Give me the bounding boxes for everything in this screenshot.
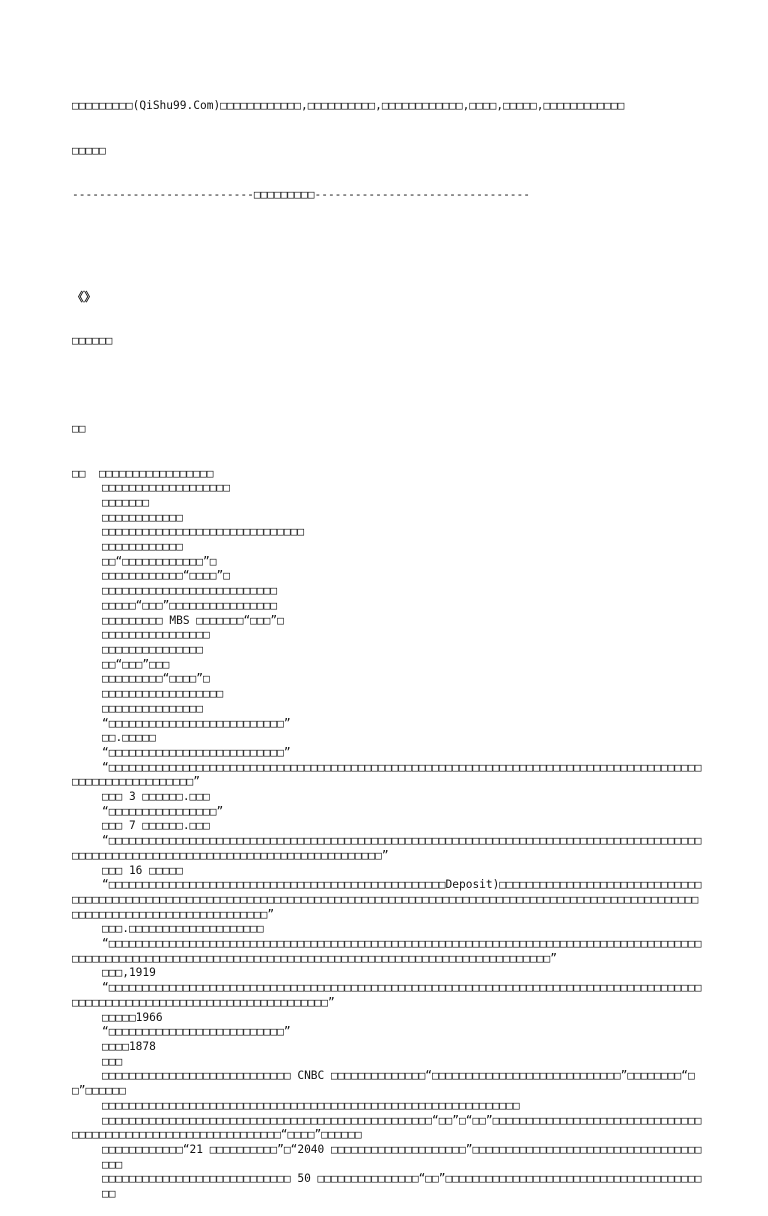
paragraph-line: □□□□□□□□□□□□□□□□□□□□□□□□□□□□ 50 □□□□□□□□□□□□□□□“□□”□□□□□□□□□□□□□□□□□□□□□□□□□□□□□□□□□□□□□□□□	[102, 1172, 702, 1201]
paragraph-line: “□□□□□□□□□□□□□□□□□□□□□□□□□□”	[102, 1025, 291, 1039]
paragraph-line: □□□□□□□	[102, 495, 150, 509]
book-subtitle: □□□□□□	[72, 334, 113, 348]
paragraph-line: □□□ 16 □□□□□	[102, 863, 183, 877]
body-text	[72, 467, 702, 1202]
paragraph-line: □□□□□□□□□□□□“21 □□□□□□□□□□”□“2040 □□□□□□□□□□□□□□□□□□□□”□□□□□□□□□□□□□□□□□□□□□□□□□□□□□□□□□□□□□	[102, 1142, 702, 1171]
paragraph-line: “□□□□□□□□□□□□□□□□□□□□□□□□□□”	[102, 745, 291, 759]
header-intro-line: □□□□□□□□□(QiShu99.Com)□□□□□□□□□□□□,□□□□□□□□□□,□□□□□□□□□□□□,□□□□,□□□□□,□□□□□□□□□□□□	[72, 99, 625, 113]
paragraph-line: □□□□□□□□□□□□	[102, 510, 183, 524]
paragraph-line: □□.□□□□□	[102, 731, 156, 745]
paragraph-line: “□□□□□□□□□□□□□□□□□□□□□□□□□□□□□□□□□□□□□□□□□□□□□□□□□□□□□□□□□□□□□□□□□□□□□□□□□□□□□□□□□□□□□□□□□□□□□□□□□□□□□□□□□□□□□□□□□□□□□□□□□□□□□□□□□□□□□□”	[72, 834, 702, 862]
paragraph-line: □□□□□□□□□□□□“□□□□”□	[102, 569, 230, 583]
paragraph-line: □□ □□□□□□□□□□□□□□□□□	[72, 466, 214, 480]
paragraph-line: □□□□□□□□□□□□□□□□□□□□□□□□□□□□□□	[102, 525, 305, 539]
paragraph-line: “□□□□□□□□□□□□□□□□□□□□□□□□□□”	[102, 716, 291, 730]
paragraph-line: □□□ 7 □□□□□□.□□□	[102, 819, 210, 833]
paragraph-line: □□□□□1966	[102, 1010, 163, 1024]
paragraph-line: □□□□□□□□□□□□□□□□□□	[102, 687, 224, 701]
paragraph-line: □□□□□□□□□□□□□□□	[102, 701, 204, 715]
paragraph-line: □□□□□□□□□□□□□□□□□□□□□□□□□□□□□□□□□□□□□□□□□□□□□□□□□□□□□□□□□□□□□□	[102, 1098, 520, 1112]
paragraph-line: “□□□□□□□□□□□□□□□□□□□□□□□□□□□□□□□□□□□□□□□□□□□□□□□□□□□□□□□□□□□□□□□□□□□□□□□□□□□□□□□□□□□□□□□□□□□□□□□□□□□□□□□□□□”	[72, 760, 702, 789]
paragraph-line: □□“□□□□□□□□□□□□”□	[102, 554, 217, 568]
paragraph-line: “□□□□□□□□□□□□□□□□”	[102, 804, 224, 818]
spacer	[72, 232, 702, 261]
paragraph-line: □□□ 3 □□□□□□.□□□	[102, 790, 210, 804]
paragraph-line: □□□□□□□□□□□□□□□□□□□□□□□□□□□□□□□□□□□□□□□□□□□□□□□□□“□□”□“□□”□□□□□□□□□□□□□□□□□□□□□□□□□□□□□□□□□□□□□□□□□□□□□□□□□□□□□□□□□□□□□□“□□□□”□□□□□□	[72, 1113, 702, 1142]
document-body	[72, 70, 702, 1216]
paragraph-line: “□□□□□□□□□□□□□□□□□□□□□□□□□□□□□□□□□□□□□□□□□□□□□□□□□□□□□□□□□□□□□□□□□□□□□□□□□□□□□□□□□□□□□□□□□□□□□□□□□□□□□□□□□□□□□□□□□□□□□□□□□□□□□□□□□□□□□□□□□□□□□□□□□□□□□□□□□□□□□□□”	[72, 937, 702, 965]
paragraph-line: □□□□□“□□□”□□□□□□□□□□□□□□□□	[102, 598, 278, 612]
paragraph-line: □□□□□□□□□□□□□□□□□□□□□□□□□□	[102, 584, 278, 598]
paragraph-line: □□□□□□□□□□□□	[102, 540, 183, 554]
paragraph-line: □□□□1878	[102, 1039, 156, 1053]
header-divider: ---------------------------□□□□□□□□□--------------------------------	[72, 187, 531, 201]
spacer	[72, 378, 702, 393]
book-title-mark: 《》	[72, 290, 97, 305]
paragraph-line: □□“□□□”□□□	[102, 657, 170, 671]
paragraph-line: □□□□□□□□□□□□□□□	[102, 643, 204, 656]
header-intro-line-continued: □□□□□	[72, 143, 106, 157]
paragraph-line: “□□□□□□□□□□□□□□□□□□□□□□□□□□□□□□□□□□□□□□□□□□□□□□□□□□□□□□□□□□□□□□□□□□□□□□□□□□□□□□□□□□□□□□□□□□□□□□□□□□□□□□□□□□□□□□□□□□□□□□□□□□□□□□”	[72, 981, 702, 1009]
paragraph-line: □□□□□□□□□□□□□□□□	[102, 628, 210, 642]
paragraph-line: □□□□□□□□□“□□□□”□	[102, 672, 210, 686]
paragraph-line: □□□.□□□□□□□□□□□□□□□□□□□□	[102, 922, 264, 936]
paragraph-line: □□□,1919	[102, 966, 156, 980]
section-label: □□	[72, 422, 86, 436]
paragraph-line: □□□□□□□□□□□□□□□□□□□□□□□□□□□□ CNBC □□□□□□□□□□□□□□“□□□□□□□□□□□□□□□□□□□□□□□□□□□□”□□□□□□□□“□□”□□□□□□	[72, 1069, 695, 1098]
paragraph-line: “□□□□□□□□□□□□□□□□□□□□□□□□□□□□□□□□□□□□□□□□□□□□□□□□□□Deposit)□□□□□□□□□□□□□□□□□□□□□□□□□□□□□□□□□□□□□□□□□□□□□□□□□□□□□□□□□□□□□□□□□□□□□□□□□□□□□□□□□□□□□□□□□□□□□□□□□□□□□□□□□□□□□□□□□□□□□□□□□□□□□□□□□□□□□□□□□□□□□□□□□□□□□□□□”	[72, 878, 702, 921]
paragraph-line: □□□□□□□□□□□□□□□□□□□	[102, 481, 230, 495]
paragraph-line: □□□	[102, 1054, 123, 1068]
paragraph-line: □□□□□□□□□ MBS □□□□□□□“□□□”□	[102, 613, 284, 627]
